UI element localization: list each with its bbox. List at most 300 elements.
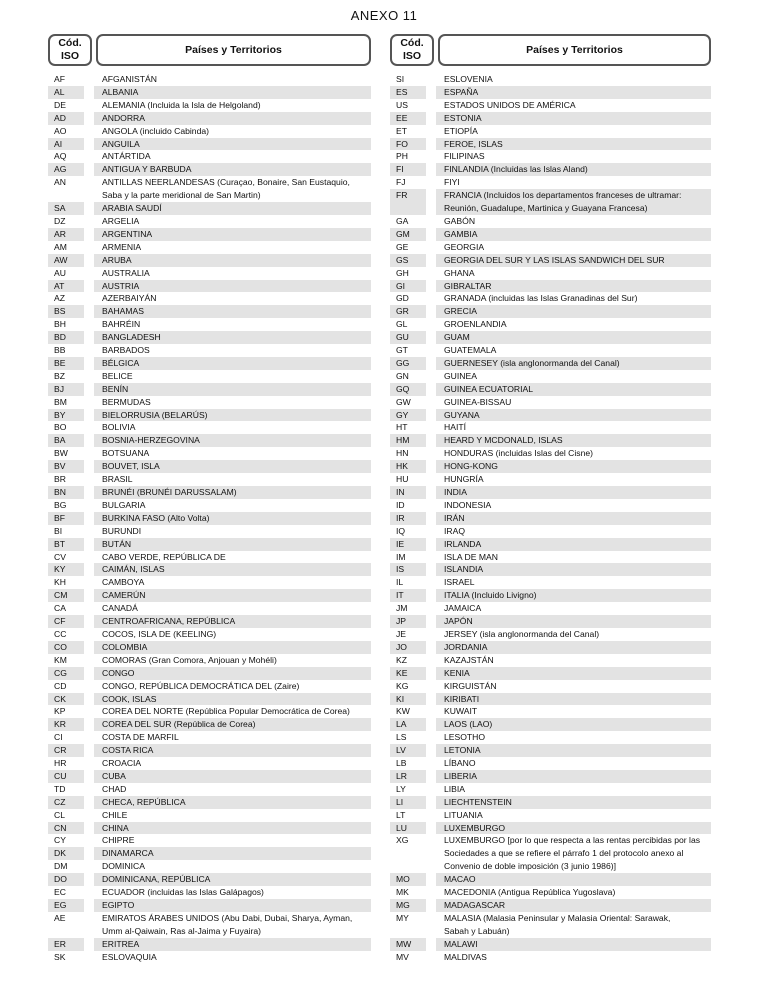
table-row	[390, 370, 711, 383]
country-name-line: LAOS (LAO)	[444, 719, 493, 730]
iso-code: CZ	[48, 796, 84, 809]
iso-code: BA	[48, 434, 84, 447]
country-name-line: ESLOVAQUIA	[102, 951, 157, 962]
table-row	[390, 538, 711, 551]
table-row	[390, 886, 711, 899]
iso-code: EG	[48, 899, 84, 912]
country-name-line: COMORAS (Gran Comora, Anjouan y Mohéli)	[102, 654, 277, 665]
country-name-line: Sabah y Labuán)	[444, 925, 510, 936]
country-name-line: GUAM	[444, 332, 470, 343]
table-row	[390, 834, 711, 873]
country-name-line: Umm al-Qaiwain, Ras al-Jaima y Fuyaira)	[102, 925, 262, 936]
country-name	[436, 770, 711, 783]
country-name	[94, 886, 371, 899]
country-name-line: ISLA DE MAN	[444, 551, 498, 562]
country-name-line: ESTONIA	[444, 112, 482, 123]
country-name-line: ISLANDIA	[444, 564, 484, 575]
table-row	[48, 512, 371, 525]
country-name-line: IRÁN	[444, 512, 465, 523]
iso-code: AF	[54, 74, 65, 84]
iso-code: LT	[396, 809, 406, 820]
country-name-line: ANTÁRTIDA	[102, 151, 151, 162]
table-row	[390, 331, 711, 344]
table-row	[390, 731, 711, 744]
country-name-line: CAMBOYA	[102, 577, 145, 588]
iso-code: DO	[48, 873, 84, 886]
table-row	[390, 899, 711, 912]
country-name-line: Sociedades a que se refiere el párrafo 1 del protocolo anexo al	[444, 848, 684, 859]
country-name-line: GUINEA ECUATORIAL	[444, 383, 533, 394]
iso-code: BD	[48, 331, 84, 344]
iso-code: DM	[54, 861, 68, 872]
table-row	[390, 576, 711, 589]
country-name-line: JERSEY (isla anglonormanda del Canal)	[444, 628, 600, 639]
table-row	[390, 615, 711, 628]
table-row	[390, 796, 711, 809]
country-name	[436, 589, 711, 602]
iso-code: CK	[48, 693, 84, 706]
country-name	[94, 744, 371, 757]
country-name	[94, 641, 371, 654]
country-name-line: BERMUDAS	[102, 396, 151, 407]
country-name	[94, 202, 371, 215]
country-name	[94, 176, 371, 202]
name-header	[438, 34, 711, 66]
iso-code: AM	[54, 241, 67, 252]
iso-code: BF	[48, 512, 84, 525]
country-name-line: BRASIL	[102, 474, 133, 485]
country-name	[94, 305, 371, 318]
code-header-label: Cód. ISO	[400, 37, 424, 62]
country-name-line: CAMERÚN	[102, 590, 146, 601]
table-row	[48, 576, 371, 589]
iso-code: BT	[48, 538, 84, 551]
country-name-line: CONGO	[102, 667, 135, 678]
code-header-label: Cód. ISO	[58, 37, 82, 62]
table-row	[390, 421, 711, 434]
table-row	[48, 396, 371, 409]
iso-code: SK	[54, 951, 66, 962]
country-name-line: LÍBANO	[444, 758, 476, 769]
iso-code: LR	[390, 770, 426, 783]
country-name-line: ISRAEL	[444, 577, 475, 588]
table-row	[390, 150, 711, 163]
country-name	[94, 899, 371, 912]
country-name-line: COREA DEL NORTE (República Popular Democrática de Corea)	[102, 706, 350, 717]
iso-code: GI	[390, 280, 426, 293]
table-row	[390, 383, 711, 396]
table-row	[390, 589, 711, 602]
table-row	[390, 434, 711, 447]
iso-code: HM	[390, 434, 426, 447]
country-name-line: HUNGRÍA	[444, 474, 484, 485]
country-name-line: HONDURAS (incluidas Islas del Cisne)	[444, 448, 594, 459]
country-name	[436, 357, 711, 370]
country-name	[436, 86, 711, 99]
country-name-line: INDIA	[444, 487, 467, 497]
iso-code: HR	[54, 758, 67, 769]
code-header	[48, 34, 92, 66]
table-row	[48, 305, 371, 318]
table-row	[48, 796, 371, 809]
country-name-line: HAITÍ	[444, 422, 466, 433]
iso-code: AZ	[54, 293, 65, 304]
country-name	[94, 576, 371, 589]
iso-code: HU	[396, 474, 409, 485]
iso-code: GM	[390, 228, 426, 241]
iso-code: AE	[54, 912, 66, 923]
country-name	[436, 112, 711, 125]
country-name-line: BAHAMAS	[102, 306, 145, 317]
table-row	[390, 951, 711, 964]
country-name	[436, 641, 711, 654]
country-name	[94, 292, 371, 305]
table-row	[48, 912, 371, 938]
iso-code: LV	[390, 744, 426, 757]
iso-code: CV	[54, 551, 66, 562]
country-name	[94, 525, 371, 538]
country-name-line: ARUBA	[102, 254, 132, 265]
iso-code: CN	[48, 822, 84, 835]
country-name-line: BOLIVIA	[102, 422, 136, 433]
country-name	[436, 499, 711, 512]
country-name	[436, 99, 711, 112]
country-name	[94, 241, 371, 254]
country-name-line: LUXEMBURGO [por lo que respecta a las rentas percibidas por las	[444, 835, 701, 846]
country-name-line: BOSNIA-HERZEGOVINA	[102, 435, 200, 446]
iso-code: HT	[396, 422, 408, 433]
table-row	[48, 241, 371, 254]
country-name	[436, 886, 711, 899]
table-row	[48, 602, 371, 615]
country-name-line: CHILE	[102, 809, 128, 820]
country-name-line: GUATEMALA	[444, 345, 497, 356]
country-name-line: GUYANA	[444, 409, 480, 420]
iso-code: KH	[54, 577, 66, 588]
country-name	[94, 383, 371, 396]
country-name	[436, 150, 711, 163]
iso-code: BS	[48, 305, 84, 318]
country-name	[436, 421, 711, 434]
table-row	[48, 731, 371, 744]
country-name	[436, 370, 711, 383]
table-row	[390, 99, 711, 112]
country-list-left	[48, 73, 371, 964]
country-name-line: CUBA	[102, 770, 126, 781]
country-name-line: CABO VERDE, REPÚBLICA DE	[102, 551, 226, 562]
name-header-label: Países y Territorios	[526, 43, 623, 56]
iso-code: AN	[54, 177, 66, 188]
country-name	[94, 473, 371, 486]
country-name	[94, 138, 371, 151]
country-name-line: IRAQ	[444, 525, 466, 536]
country-name-line: CENTROAFRICANA, REPÚBLICA	[102, 616, 236, 627]
country-name-line: JAPÓN	[444, 616, 473, 627]
country-name-line: ETIOPÍA	[444, 125, 478, 136]
country-name-line: GRECIA	[444, 306, 477, 317]
iso-code: KM	[54, 654, 67, 665]
table-row	[390, 809, 711, 822]
country-name-line: BUTÁN	[102, 538, 132, 549]
country-name	[436, 912, 711, 938]
table-row	[390, 667, 711, 680]
iso-code: DE	[54, 99, 66, 110]
iso-code: GL	[396, 319, 408, 330]
iso-code: IQ	[396, 525, 406, 536]
table-row	[48, 886, 371, 899]
country-name-line: COCOS, ISLA DE (KEELING)	[102, 628, 217, 639]
table-row	[390, 628, 711, 641]
table-row	[390, 86, 711, 99]
country-name	[436, 434, 711, 447]
iso-code: LI	[390, 796, 426, 809]
country-name	[436, 215, 711, 228]
country-name	[94, 951, 371, 964]
country-name	[436, 680, 711, 693]
iso-code: GW	[396, 396, 411, 407]
country-name-line: LUXEMBURGO	[444, 822, 506, 833]
iso-code: IT	[390, 589, 426, 602]
iso-code: GR	[390, 305, 426, 318]
table-row	[390, 563, 711, 576]
iso-code: JP	[390, 615, 426, 628]
table-header-right	[390, 34, 711, 70]
country-name-line: BOUVET, ISLA	[102, 461, 160, 472]
country-name-line: LIBIA	[444, 783, 466, 794]
country-name	[436, 176, 711, 189]
table-row	[390, 73, 711, 86]
iso-code: CD	[54, 680, 67, 691]
country-name-line: GAMBIA	[444, 228, 478, 239]
iso-code: ES	[390, 86, 426, 99]
table-row	[390, 292, 711, 305]
table-row	[48, 460, 371, 473]
country-name	[94, 680, 371, 693]
iso-code: XG	[396, 835, 409, 846]
table-row	[48, 370, 371, 383]
table-row	[390, 705, 711, 718]
country-name	[436, 576, 711, 589]
table-row	[48, 744, 371, 757]
country-name	[436, 305, 711, 318]
country-name	[436, 189, 711, 215]
country-name	[436, 873, 711, 886]
country-name-line: COLOMBIA	[102, 641, 148, 652]
table-row	[390, 318, 711, 331]
country-name-line: MADAGASCAR	[444, 900, 506, 910]
iso-code: EE	[390, 112, 426, 125]
country-name-line: ARMENIA	[102, 241, 142, 252]
iso-code: BI	[54, 525, 63, 536]
iso-code: LA	[390, 718, 426, 731]
iso-code: BH	[54, 319, 66, 330]
country-name-line: BURKINA FASO (Alto Volta)	[102, 512, 210, 523]
country-name	[94, 73, 371, 86]
iso-code: GY	[390, 409, 426, 422]
iso-code: AL	[48, 86, 84, 99]
iso-code: AD	[48, 112, 84, 125]
country-name-line: ANTIGUA Y BARBUDA	[102, 164, 192, 175]
table-row	[48, 628, 371, 641]
table-row	[48, 86, 371, 99]
iso-code: CG	[48, 667, 84, 680]
country-name-line: KUWAIT	[444, 706, 478, 717]
country-name-line: LIECHTENSTEIN	[444, 796, 512, 807]
iso-code: KP	[54, 706, 66, 717]
country-name-line: JAMAICA	[444, 603, 482, 614]
table-row	[390, 228, 711, 241]
table-row	[390, 912, 711, 938]
iso-code: LY	[396, 783, 406, 794]
table-row	[390, 525, 711, 538]
name-header	[96, 34, 371, 66]
iso-code: AO	[54, 125, 67, 136]
table-row	[390, 125, 711, 138]
iso-code: CU	[48, 770, 84, 783]
table-row	[48, 705, 371, 718]
table-row	[390, 112, 711, 125]
iso-code: IN	[390, 486, 426, 499]
table-row	[390, 744, 711, 757]
country-name	[94, 499, 371, 512]
country-name-line: JORDANIA	[444, 641, 488, 652]
table-row	[390, 654, 711, 667]
country-name	[94, 421, 371, 434]
country-name	[94, 731, 371, 744]
country-name-line: Saba y la parte meridional de San Martin)	[102, 190, 261, 201]
table-row	[390, 499, 711, 512]
country-name-line: FRANCIA (Incluidos los departamentos franceses de ultramar:	[444, 190, 682, 201]
iso-code: ET	[396, 125, 407, 136]
table-row	[48, 409, 371, 422]
table-row	[390, 254, 711, 267]
country-name-line: AUSTRIA	[102, 280, 140, 291]
table-row	[390, 215, 711, 228]
iso-code: TD	[54, 783, 66, 794]
country-name	[436, 396, 711, 409]
table-row	[48, 951, 371, 964]
country-name	[436, 628, 711, 641]
country-name	[94, 834, 371, 847]
country-name-line: AZERBAIYÁN	[102, 293, 157, 304]
table-row	[390, 460, 711, 473]
country-name-line: ESLOVENIA	[444, 74, 493, 84]
country-name	[94, 847, 371, 860]
iso-code: CL	[54, 809, 65, 820]
iso-code: IR	[390, 512, 426, 525]
iso-code: CR	[48, 744, 84, 757]
country-name-line: KIRGUISTÁN	[444, 680, 497, 691]
iso-code: AI	[48, 138, 84, 151]
iso-code: GS	[390, 254, 426, 267]
country-name-line: DOMINICANA, REPÚBLICA	[102, 874, 211, 885]
table-row	[48, 357, 371, 370]
table-row	[48, 292, 371, 305]
iso-code: GH	[396, 267, 409, 278]
table-row	[48, 899, 371, 912]
country-name	[436, 899, 711, 912]
iso-code: SI	[396, 74, 405, 84]
country-name-line: Convenio de doble imposición (3 junio 1986)]	[444, 861, 616, 872]
country-name-line: MALDIVAS	[444, 951, 487, 962]
table-row	[48, 525, 371, 538]
country-name	[94, 551, 371, 564]
iso-code: KZ	[396, 654, 407, 665]
iso-code: GD	[396, 293, 409, 304]
right-column	[390, 34, 711, 964]
iso-code: AR	[48, 228, 84, 241]
country-name-line: BELICE	[102, 370, 133, 381]
table-row	[390, 241, 711, 254]
country-name-line: ALEMANIA (Incluida la Isla de Helgoland)	[102, 99, 261, 110]
table-row	[390, 163, 711, 176]
country-name	[436, 280, 711, 293]
country-name	[436, 525, 711, 538]
table-row	[48, 860, 371, 873]
table-row	[48, 563, 371, 576]
iso-code: DK	[48, 847, 84, 860]
country-name-line: MALAWI	[444, 938, 478, 949]
iso-code: HK	[390, 460, 426, 473]
iso-code: AU	[54, 267, 66, 278]
country-name	[94, 757, 371, 770]
iso-code: HN	[396, 448, 409, 459]
country-name	[436, 809, 711, 822]
table-row	[48, 383, 371, 396]
country-name	[94, 693, 371, 706]
country-name-line: DOMINICA	[102, 861, 145, 872]
country-name-line: AUSTRALIA	[102, 267, 150, 278]
country-list-right	[390, 73, 711, 964]
table-row	[48, 693, 371, 706]
country-name-line: FILIPINAS	[444, 151, 485, 162]
iso-code: KG	[396, 680, 409, 691]
country-name-line: COSTA RICA	[102, 745, 154, 756]
country-name-line: ANGOLA (incluido Cabinda)	[102, 125, 209, 136]
country-name-line: LESOTHO	[444, 732, 486, 743]
table-row	[390, 783, 711, 796]
country-name	[436, 138, 711, 151]
country-name-line: BARBADOS	[102, 345, 150, 356]
country-name	[94, 228, 371, 241]
country-name	[94, 538, 371, 551]
table-row	[48, 641, 371, 654]
table-row	[48, 215, 371, 228]
iso-code: CM	[48, 589, 84, 602]
iso-code: MK	[396, 887, 409, 898]
table-row	[390, 396, 711, 409]
table-row	[48, 125, 371, 138]
iso-code: DZ	[54, 215, 66, 226]
iso-code: KW	[396, 706, 410, 717]
country-name-line: GIBRALTAR	[444, 280, 492, 291]
code-header	[390, 34, 434, 66]
iso-code: JE	[396, 628, 407, 639]
iso-code: BG	[54, 499, 67, 510]
iso-code: ID	[396, 499, 405, 510]
country-name	[94, 938, 371, 951]
country-name	[94, 344, 371, 357]
country-name	[436, 344, 711, 357]
country-name	[436, 654, 711, 667]
country-name-line: GUINEA-BISSAU	[444, 396, 512, 407]
table-row	[390, 757, 711, 770]
iso-code: MG	[390, 899, 426, 912]
country-name	[436, 757, 711, 770]
country-name	[436, 602, 711, 615]
country-name-line: ESTADOS UNIDOS DE AMÉRICA	[444, 99, 576, 110]
table-row	[390, 344, 711, 357]
